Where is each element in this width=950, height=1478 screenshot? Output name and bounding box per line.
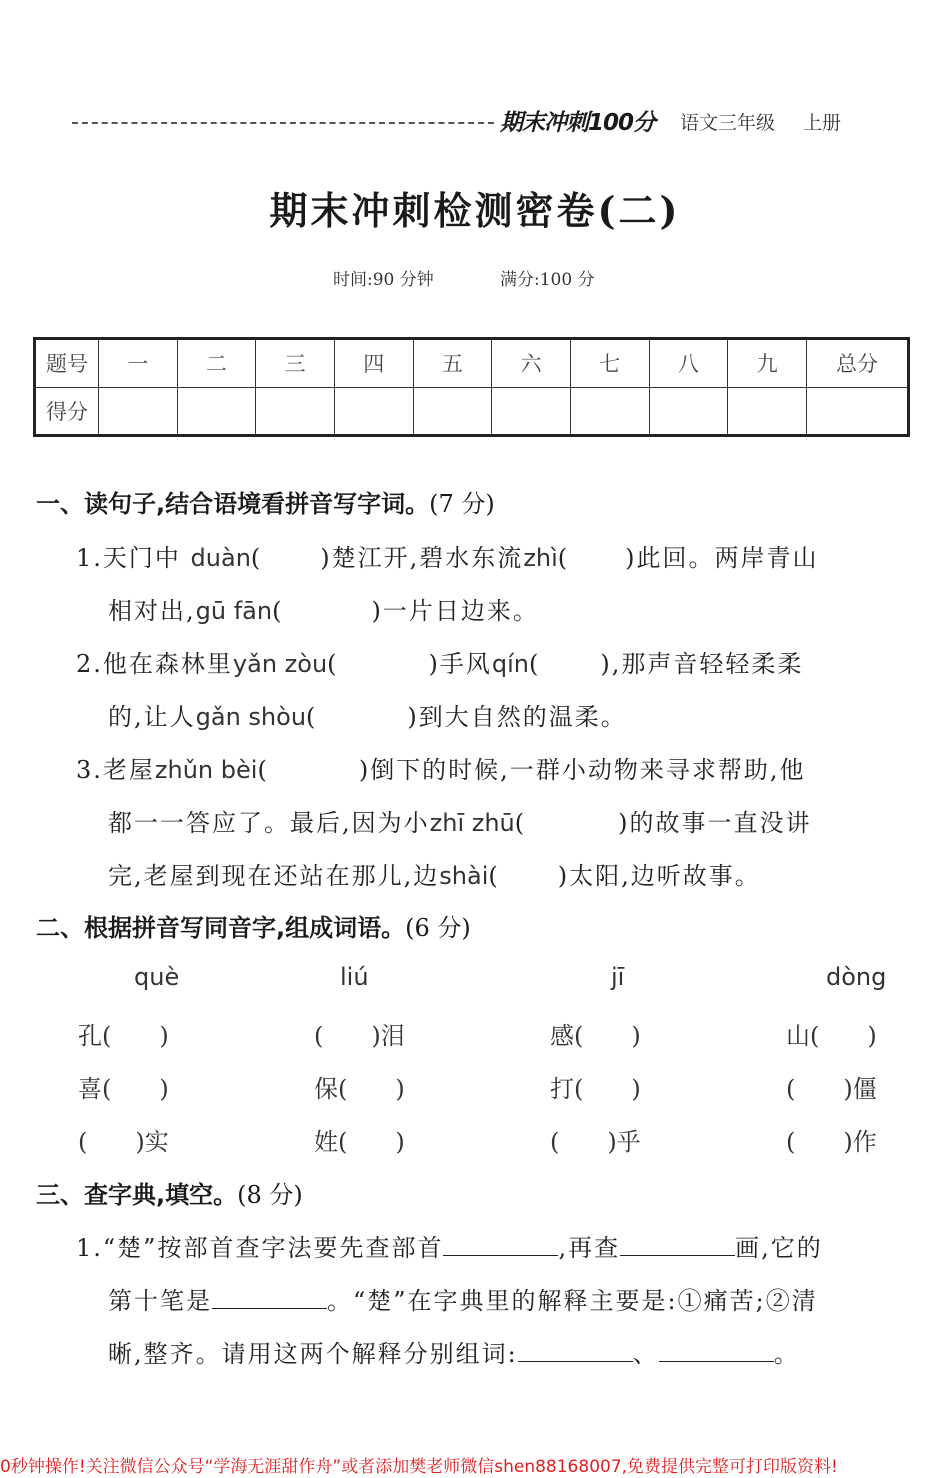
- score-cell[interactable]: [413, 387, 492, 436]
- score-cell[interactable]: [649, 387, 728, 436]
- word-item[interactable]: ( )作: [786, 1128, 877, 1156]
- word-item[interactable]: 姓( ): [314, 1128, 405, 1156]
- s1-q1-line2: 相对出,gū fān( )一片日边来。: [108, 597, 539, 625]
- s1-q3-line1: 3.老屋zhǔn bèi( )倒下的时候,一群小动物来寻求帮助,他: [76, 756, 806, 784]
- col-header: 四: [334, 339, 413, 388]
- header-brand: 期末冲刺100分: [500, 110, 656, 136]
- s3-q1-line2: 第十笔是 。“楚”在字典里的解释主要是:①痛苦;②清: [108, 1287, 818, 1315]
- exam-time: 时间:90 分钟: [333, 270, 434, 290]
- fill-line[interactable]: [518, 1339, 633, 1362]
- col-header: 八: [649, 339, 728, 388]
- exam-full-score: 满分:100 分: [500, 270, 595, 290]
- score-table-score-row: [35, 387, 909, 436]
- score-cell[interactable]: [334, 387, 413, 436]
- col-header: 二: [177, 339, 256, 388]
- score-cell[interactable]: [99, 387, 178, 436]
- s1-q2-line2: 的,让人gǎn shòu( )到大自然的温柔。: [108, 703, 627, 731]
- col-header: 九: [728, 339, 807, 388]
- header-subject: 语文三年级: [680, 112, 776, 134]
- section-3-title: 三、查字典,填空。(8 分): [36, 1181, 303, 1209]
- word-item[interactable]: 感( ): [550, 1022, 641, 1050]
- group-pinyin: jī: [611, 963, 625, 991]
- word-item[interactable]: ( )实: [78, 1128, 169, 1156]
- word-item[interactable]: ( )泪: [314, 1022, 405, 1050]
- col-header: 一: [99, 339, 178, 388]
- s3-q1-line3: 晰,整齐。请用这两个解释分别组词: 、 。: [108, 1340, 800, 1368]
- word-item[interactable]: ( )僵: [786, 1075, 877, 1103]
- fill-line[interactable]: [659, 1339, 774, 1362]
- row-label-score: 得分: [35, 387, 99, 436]
- word-item[interactable]: 喜( ): [78, 1075, 169, 1103]
- col-header: 三: [256, 339, 335, 388]
- score-cell[interactable]: [492, 387, 571, 436]
- col-header-total: 总分: [807, 339, 909, 388]
- word-item[interactable]: 山( ): [786, 1022, 877, 1050]
- word-item[interactable]: 打( ): [550, 1075, 641, 1103]
- score-cell[interactable]: [256, 387, 335, 436]
- s3-q1-line1: 1.“楚”按部首查字法要先查部首 ,再查 画,它的: [76, 1234, 823, 1262]
- word-item[interactable]: 孔( ): [78, 1022, 169, 1050]
- score-table: [33, 337, 910, 437]
- word-item[interactable]: ( )乎: [550, 1128, 641, 1156]
- s1-q1-line1: 1.天门中 duàn( )楚江开,碧水东流zhì( )此回。两岸青山: [76, 544, 819, 572]
- group-pinyin: dòng: [826, 963, 887, 991]
- col-header: 六: [492, 339, 571, 388]
- score-cell-total[interactable]: [807, 387, 909, 436]
- header-dashed-line: [72, 122, 494, 124]
- fill-line[interactable]: [443, 1233, 558, 1256]
- score-cell[interactable]: [728, 387, 807, 436]
- word-item[interactable]: 保( ): [314, 1075, 405, 1103]
- section-2-title: 二、根据拼音写同音字,组成词语。(6 分): [36, 914, 471, 942]
- footer-promo: 0秒钟操作!关注微信公众号“学海无涯甜作舟”或者添加樊老师微信shen88168007,免费提供完整可打印版资料!: [0, 1457, 838, 1477]
- score-cell[interactable]: [570, 387, 649, 436]
- score-cell[interactable]: [177, 387, 256, 436]
- group-pinyin: què: [134, 963, 180, 991]
- s1-q3-line2: 都一一答应了。最后,因为小zhī zhū( )的故事一直没讲: [108, 809, 812, 837]
- fill-line[interactable]: [620, 1233, 735, 1256]
- section-1-title: 一、读句子,结合语境看拼音写字词。(7 分): [36, 490, 495, 518]
- col-header: 七: [570, 339, 649, 388]
- s1-q3-line3: 完,老屋到现在还站在那儿,边shài( )太阳,边听故事。: [108, 862, 761, 890]
- page-title: 期末冲刺检测密卷(二): [269, 188, 681, 233]
- col-header: 五: [413, 339, 492, 388]
- group-pinyin: liú: [340, 963, 369, 991]
- s1-q2-line1: 2.他在森林里yǎn zòu( )手风qín( ),那声音轻轻柔柔: [76, 650, 804, 678]
- fill-line[interactable]: [212, 1286, 327, 1309]
- row-label-question-number: 题号: [35, 339, 99, 388]
- score-table-header-row: [35, 339, 909, 388]
- header-term: 上册: [803, 112, 842, 134]
